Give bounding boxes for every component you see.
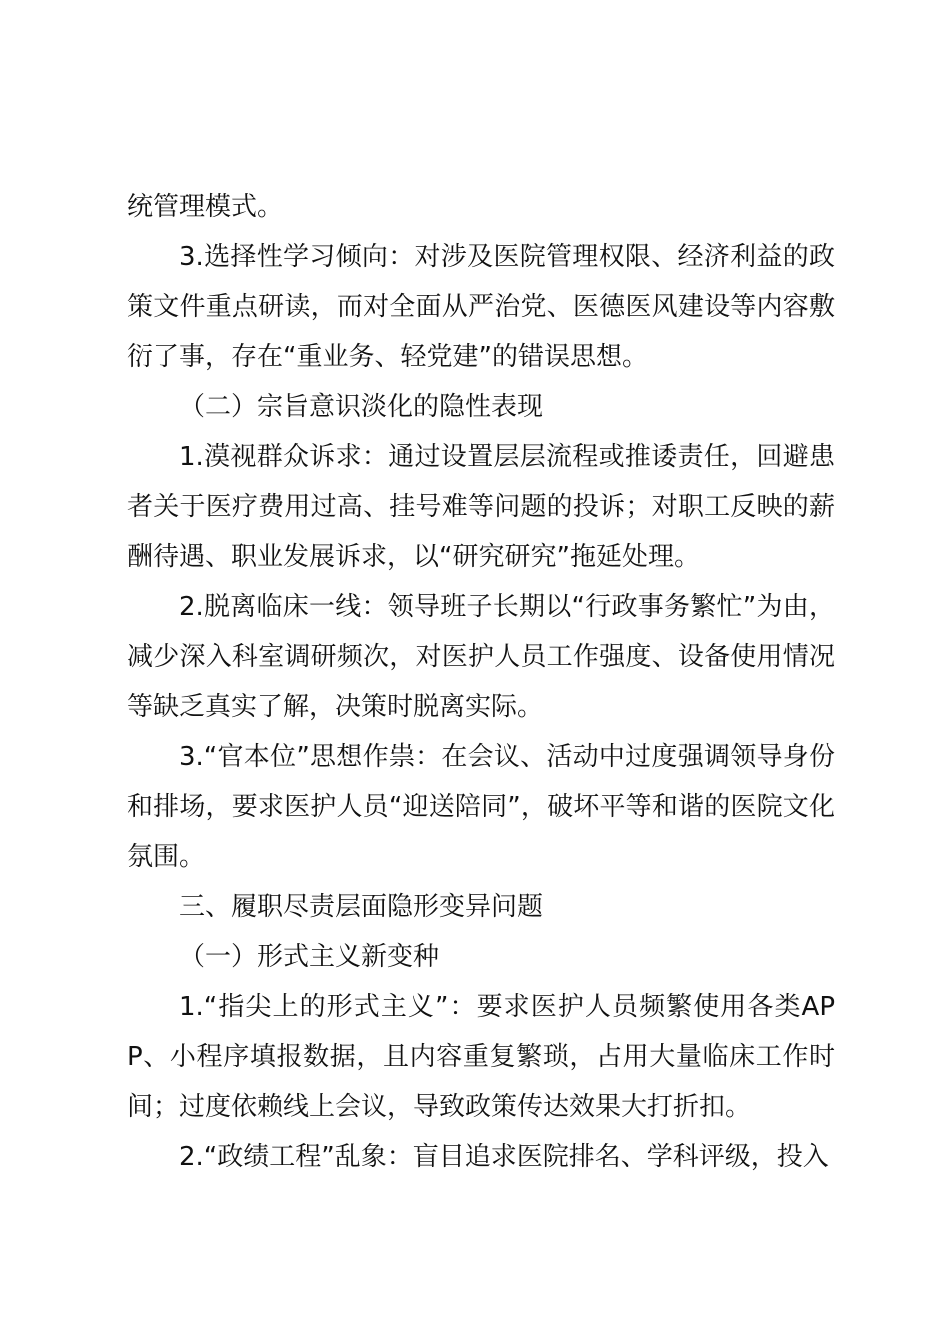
paragraph-fingertip-formalism: 1.“指尖上的形式主义”：要求医护人员频繁使用各类APP、小程序填报数据，且内容重复繁琐，占用大量临床工作时间；过度依赖线上会议，导致政策传达效果大打折扣。: [127, 992, 835, 1122]
paragraph-detached-from-clinic: 2.脱离临床一线：领导班子长期以“行政事务繁忙”为由，减少深入科室调研频次，对医护人员工作强度、设备使用情况等缺乏真实了解，决策时脱离实际。: [127, 592, 835, 722]
paragraph-continuation: 统管理模式。: [127, 192, 284, 222]
subsection-heading-formalism: （一）形式主义新变种: [179, 942, 440, 972]
paragraph-officialdom-mindset: 3.“官本位”思想作祟：在会议、活动中过度强调领导身份和排场，要求医护人员“迎送陪同”，破坏平等和谐的医院文化氛围。: [127, 742, 835, 872]
section-heading-duty-performance: 三、履职尽责层面隐形变异问题: [179, 892, 544, 922]
section-heading-purpose-awareness: （二）宗旨意识淡化的隐性表现: [179, 392, 544, 422]
document-body: [127, 182, 835, 1182]
paragraph-vanity-projects: 2.“政绩工程”乱象：盲目追求医院排名、学科评级，投入: [179, 1142, 829, 1172]
paragraph-selective-learning: 3.选择性学习倾向：对涉及医院管理权限、经济利益的政策文件重点研读，而对全面从严治党、医德医风建设等内容敷衍了事，存在“重业务、轻党建”的错误思想。: [127, 242, 835, 372]
paragraph-ignoring-demands: 1.漠视群众诉求：通过设置层层流程或推诿责任，回避患者关于医疗费用过高、挂号难等问题的投诉；对职工反映的薪酬待遇、职业发展诉求，以“研究研究”拖延处理。: [127, 442, 835, 572]
